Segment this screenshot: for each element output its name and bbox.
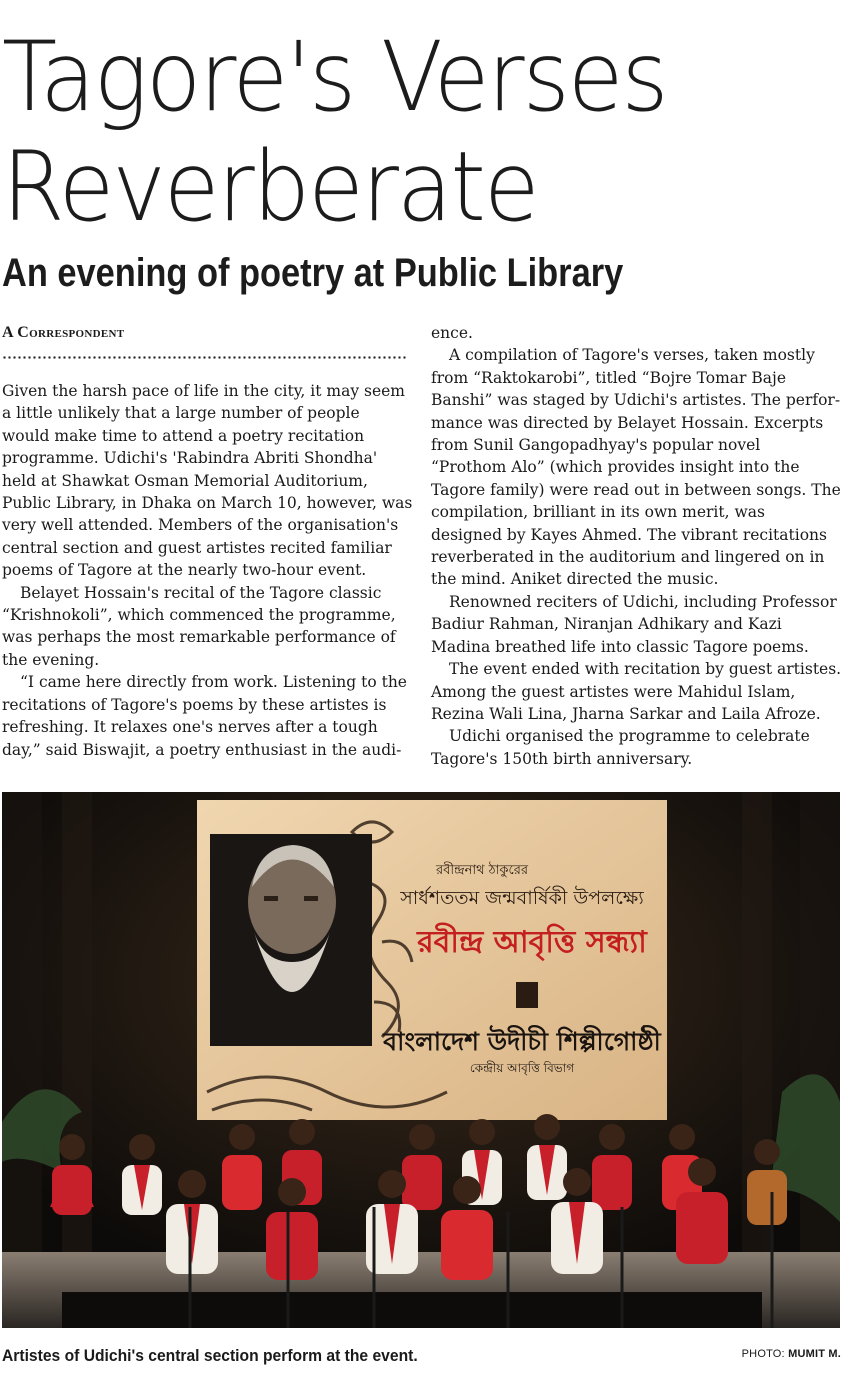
event-photo (2, 792, 840, 1328)
text-line: Banshi” was staged by Udichi's artistes. The perfor- (431, 391, 841, 410)
tagore-portrait (210, 834, 372, 1046)
banner-text-line-2: সার্ধশততম জন্মবার্ষিকী উপলক্ষ্যে (400, 887, 644, 909)
text-line: poems of Tagore at the nearly two-hour event. (2, 561, 367, 580)
paragraph (431, 591, 843, 658)
article-column-2 (431, 322, 843, 770)
headline-line-1: Tagore's Verses (2, 21, 667, 133)
paragraph (2, 582, 412, 672)
photo-credit-label: PHOTO: (741, 1348, 785, 1360)
text-line: The event ended with recitation by guest artistes. (449, 660, 842, 679)
paragraph (431, 658, 843, 725)
text-line: Renowned reciters of Udichi, including Professor (449, 592, 837, 611)
text-line: held at Shawkat Osman Memorial Auditorium, (2, 471, 368, 490)
text-line: programme. Udichi's 'Rabindra Abriti Shondha' (2, 449, 378, 468)
text-line: Given the harsh pace of life in the city, it may seem (2, 382, 406, 400)
text-line: Tagore family) were read out in between songs. The (431, 480, 841, 499)
stage-front (62, 1292, 762, 1328)
text-line: very well attended. Members of the organisation's (2, 516, 399, 535)
text-line: day,” said Biswajit, a poetry enthusiast in the audi- (2, 740, 402, 759)
text-line: Belayet Hossain's recital of the Tagore classic (20, 583, 382, 602)
text-line: refreshing. It relaxes one's nerves after a tough (2, 718, 378, 737)
text-line: designed by Kayes Ahmed. The vibrant recitations (431, 525, 827, 544)
text-line: Among the guest artistes were Mahidul Islam, (431, 682, 796, 701)
text-line: Madina breathed life into classic Tagore poems. (431, 637, 809, 656)
byline-dotted-rule (2, 356, 406, 359)
text-line: Public Library, in Dhaka on March 10, however, was (2, 494, 413, 513)
headline-line-2: Reverberate (2, 131, 538, 243)
paragraph (431, 725, 843, 770)
text-line: recitations of Tagore's poems by these artistes is (2, 695, 387, 714)
text-line: would make time to attend a poetry recitation (2, 426, 365, 445)
text-line: Tagore's 150th birth anniversary. (431, 749, 693, 768)
text-line: the mind. Aniket directed the music. (431, 570, 719, 589)
text-line: Rezina Wali Lina, Jharna Sarkar and Laila Afroze. (431, 704, 821, 723)
text-line: the evening. (2, 650, 100, 669)
byline: A Correspondent (2, 324, 125, 341)
paragraph (431, 322, 843, 344)
text-line: “Prothom Alo” (which provides insight into the (431, 458, 800, 477)
text-line: Udichi organised the programme to celebrate (449, 727, 810, 746)
banner-department: কেন্দ্রীয় আবৃত্তি বিভাগ (469, 1061, 575, 1075)
article-column-1 (2, 380, 412, 761)
text-line: was perhaps the most remarkable performance of (2, 628, 396, 647)
banner-org-name: বাংলাদেশ উদীচী শিল্পীগোষ্ঠী (383, 1027, 661, 1056)
stage-illustration (2, 792, 840, 1328)
text-line: “Krishnokoli”, which commenced the programme, (2, 606, 396, 625)
text-line: from “Raktokarobi”, titled “Bojre Tomar Baje (431, 368, 786, 387)
text-line: a little unlikely that a large number of people (2, 404, 360, 423)
text-line: “I came here directly from work. Listening to the (20, 673, 407, 692)
text-line: from Sunil Gangopadhyay's popular novel (431, 436, 761, 455)
paragraph (2, 671, 412, 761)
photo-credit (742, 1348, 841, 1360)
banner-title: রবীন্দ্র আবৃত্তি সন্ধ্যা (417, 925, 647, 960)
headline (2, 22, 809, 242)
text-line: reverberated in the auditorium and lingered on in (431, 548, 825, 567)
udichi-logo-icon (516, 982, 538, 1008)
paragraph (2, 380, 412, 582)
banner-text-line-1: রবীন্দ্রনাথ ঠাকুরের (435, 863, 529, 878)
paragraph (431, 344, 843, 590)
text-line: A compilation of Tagore's verses, taken mostly (449, 346, 815, 365)
photo-credit-name: MUMIT M. (788, 1348, 841, 1360)
photo-caption: Artistes of Udichi's central section perform at the event. (2, 1346, 418, 1365)
text-line: Badiur Rahman, Niranjan Adhikary and Kazi (431, 615, 782, 634)
text-line: ence. (431, 324, 473, 342)
text-line: compilation, brilliant in its own merit, was (431, 503, 765, 522)
text-line: mance was directed by Belayet Hossain. Excerpts (431, 413, 824, 432)
subheadline: An evening of poetry at Public Library (2, 251, 624, 295)
text-line: central section and guest artistes recited familiar (2, 538, 392, 557)
